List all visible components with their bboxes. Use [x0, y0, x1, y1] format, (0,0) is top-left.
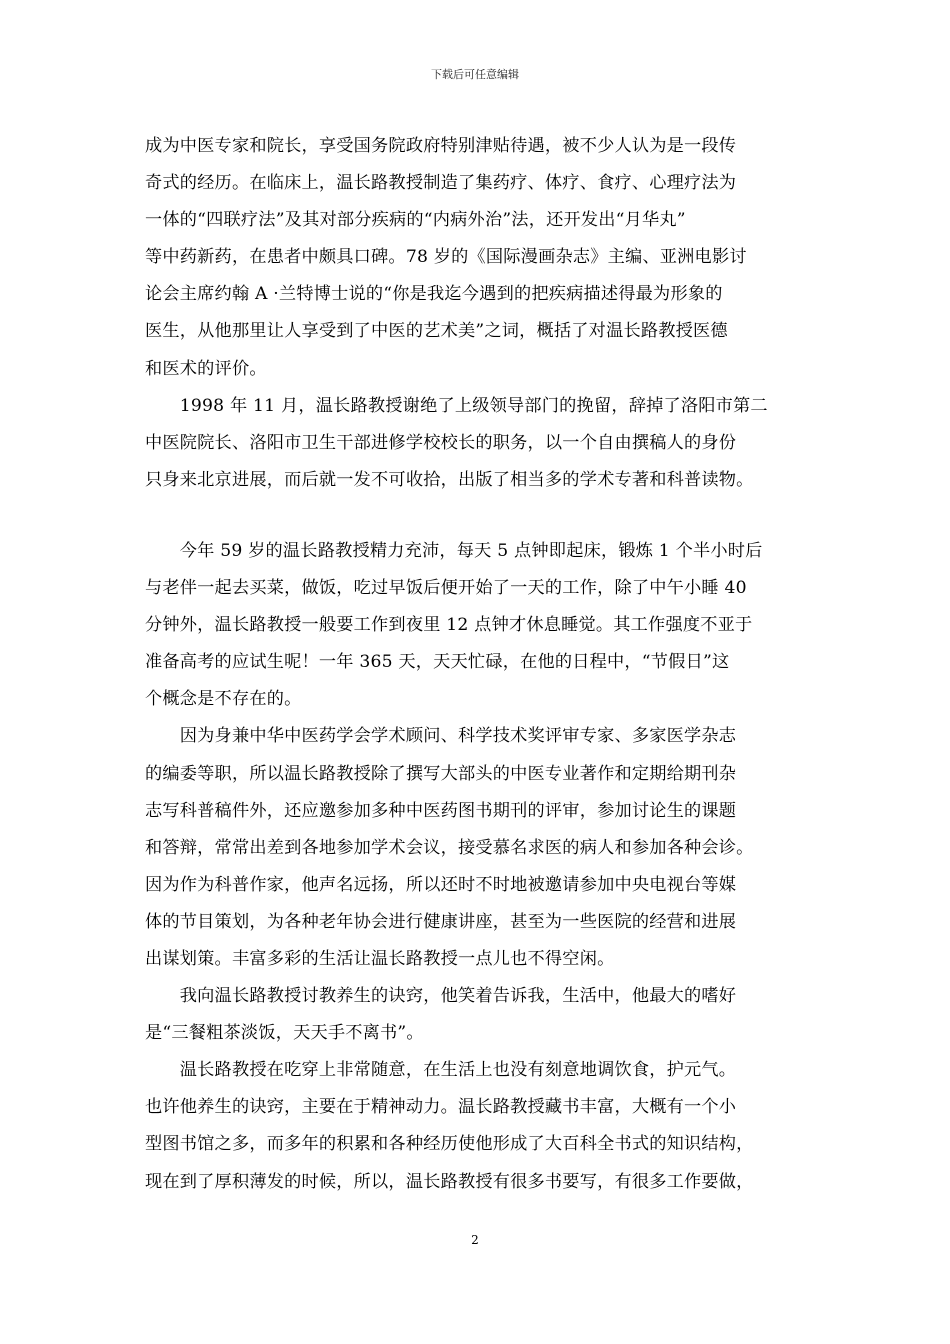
text-line: 个概念是不存在的。	[145, 689, 302, 710]
text-line: 的编委等职，所以温长路教授除了撰写大部头的中医专业著作和定期给期刊杂	[145, 763, 737, 784]
text-line: 与老伴一起去买菜，做饭，吃过早饭后便开始了一天的工作，除了中午小睡 40	[145, 578, 747, 599]
text-line: 中医院院长、洛阳市卫生干部进修学校校长的职务，以一个自由撰稿人的身份	[145, 432, 737, 453]
text-line: 今年 59 岁的温长路教授精力充沛，每天 5 点钟即起床，锻炼 1 个半小时后	[145, 540, 763, 561]
text-line: 一体的“四联疗法”及其对部分疾病的“内病外治”法，还开发出“月华丸”	[145, 210, 686, 231]
text-line: 只身来北京进展，而后就一发不可收拾，出版了相当多的学术专著和科普读物。	[145, 469, 754, 490]
text-line: 医生，从他那里让人享受到了中医的艺术美”之词，概括了对温长路教授医德	[145, 321, 728, 342]
text-line: 准备高考的应试生呢！一年 365 天，天天忙碌，在他的日程中，“节假日”这	[145, 652, 730, 673]
page-number: 2	[471, 1233, 479, 1247]
text-line: 也许他养生的诀窍，主要在于精神动力。温长路教授藏书丰富，大概有一个小	[145, 1097, 737, 1118]
paragraph	[145, 1052, 807, 1200]
text-line: 志写科普稿件外，还应邀参加多种中医药图书期刊的评审，参加讨论生的课题	[145, 800, 737, 821]
paragraph	[145, 128, 807, 388]
text-line: 和答辩，常常出差到各地参加学术会议，接受慕名求医的病人和参加各种会诊。	[145, 837, 754, 858]
text-line: 等中药新药，在患者中颇具口碑。78 岁的《国际漫画杂志》主编、亚洲电影讨	[145, 247, 747, 268]
paragraph	[145, 718, 807, 978]
paragraph	[145, 978, 807, 1052]
text-line: 和医术的评价。	[145, 358, 267, 379]
text-line: 1998 年 11 月，温长路教授谢绝了上级领导部门的挽留，辞掉了洛阳市第二	[145, 395, 768, 416]
text-line: 成为中医专家和院长，享受国务院政府特别津贴待遇，被不少人认为是一段传	[145, 136, 737, 156]
text-line: 现在到了厚积薄发的时候，所以，温长路教授有很多书要写，有很多工作要做，	[145, 1171, 754, 1192]
text-line: 我向温长路教授讨教养生的诀窍，他笑着告诉我，生活中，他最大的嗜好	[145, 986, 737, 1007]
text-line: 论会主席约翰 A ·兰特博士说的“你是我迄今遇到的把疾病描述得最为形象的	[145, 284, 723, 305]
text-line: 分钟外，温长路教授一般要工作到夜里 12 点钟才休息睡觉。其工作强度不亚于	[145, 615, 753, 636]
text-line: 因为身兼中华中医药学会学术顾问、科学技术奖评审专家、多家医学杂志	[145, 726, 737, 747]
paragraph	[145, 533, 807, 718]
text-line: 出谋划策。丰富多彩的生活让温长路教授一点儿也不得空闲。	[145, 948, 615, 969]
body-text	[145, 128, 807, 1201]
text-line: 体的节目策划，为各种老年协会进行健康讲座，甚至为一些医院的经营和进展	[145, 911, 737, 932]
page-header: 下载后可任意编辑	[431, 68, 519, 81]
paragraph-gap	[145, 499, 807, 533]
paragraph	[145, 388, 807, 499]
text-line: 是“三餐粗茶淡饭，天天手不离书”。	[145, 1023, 424, 1044]
text-line: 因为作为科普作家，他声名远扬，所以还时不时地被邀请参加中央电视台等媒	[145, 874, 737, 895]
text-line: 温长路教授在吃穿上非常随意，在生活上也没有刻意地调饮食，护元气。	[145, 1060, 737, 1081]
text-line: 奇式的经历。在临床上，温长路教授制造了集药疗、体疗、食疗、心理疗法为	[145, 173, 737, 194]
text-line: 型图书馆之多，而多年的积累和各种经历使他形成了大百科全书式的知识结构，	[145, 1134, 754, 1155]
